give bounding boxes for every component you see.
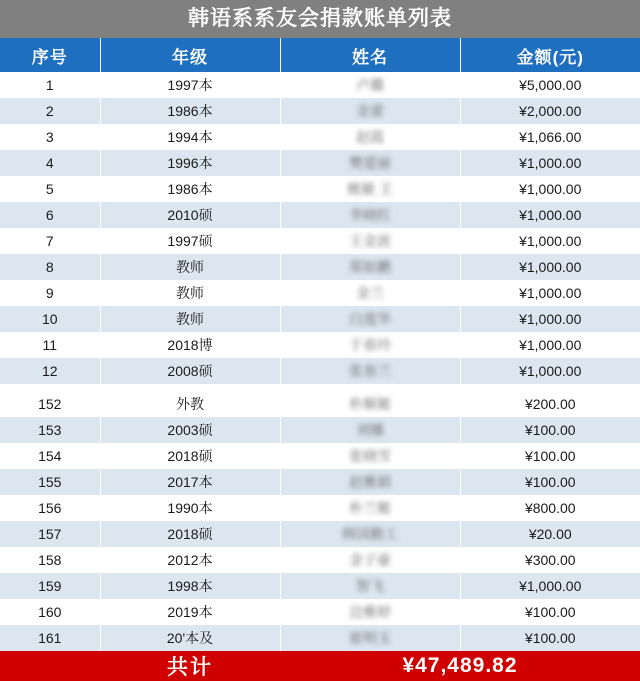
cell-index: 161 (0, 625, 100, 651)
cell-grade: 1994本 (100, 124, 280, 150)
cell-grade: 20'本及 (100, 625, 280, 651)
table-row (0, 417, 640, 443)
cell-amount: ¥5,000.00 (460, 72, 640, 98)
cell-amount: ¥1,000.00 (460, 254, 640, 280)
cell-grade: 2017本 (100, 469, 280, 495)
table-row (0, 332, 640, 358)
cell-name: 赵雅娟 (280, 469, 460, 495)
cell-index: 159 (0, 573, 100, 599)
column-header-name: 姓名 (280, 38, 460, 72)
cell-name: 金兰 (280, 280, 460, 306)
total-value: ¥47,489.82 (402, 654, 518, 677)
header-row (0, 38, 640, 72)
cell-amount: ¥20.00 (460, 521, 640, 547)
cell-amount: ¥1,000.00 (460, 573, 640, 599)
cell-name: 朴顺姬 (280, 391, 460, 417)
cell-index: 156 (0, 495, 100, 521)
cell-amount: ¥100.00 (460, 443, 640, 469)
cell-index: 3 (0, 124, 100, 150)
cell-index: 158 (0, 547, 100, 573)
total-label: 共计 (167, 656, 213, 679)
cell-name: 卢璐 (280, 72, 460, 98)
table-row (0, 521, 640, 547)
cell-index: 5 (0, 176, 100, 202)
cell-name: 金蕾 (280, 98, 460, 124)
cell-index: 11 (0, 332, 100, 358)
table-row (0, 254, 640, 280)
column-header-grade: 年级 (100, 38, 280, 72)
cell-index: 12 (0, 358, 100, 384)
row-gap-cell (0, 384, 640, 391)
cell-amount: ¥1,066.00 (460, 124, 640, 150)
table-row (0, 469, 640, 495)
table-row (0, 625, 640, 651)
cell-name: 张晓雪 (280, 443, 460, 469)
cell-name: 张春兰 (280, 358, 460, 384)
table-row (0, 495, 640, 521)
cell-grade: 1996本 (100, 150, 280, 176)
table-body (0, 72, 640, 651)
cell-index: 153 (0, 417, 100, 443)
table-row (0, 202, 640, 228)
cell-amount: ¥1,000.00 (460, 306, 640, 332)
cell-index: 157 (0, 521, 100, 547)
cell-name: 于春玲 (280, 332, 460, 358)
cell-name: 韩国勤工 (280, 521, 460, 547)
cell-grade: 外教 (100, 391, 280, 417)
table-row (0, 391, 640, 417)
row-gap-separator (0, 384, 640, 391)
cell-grade: 2010硕 (100, 202, 280, 228)
page-title: 韩语系系友会捐款账单列表 (0, 0, 640, 38)
cell-name: 樊爱丽 (280, 150, 460, 176)
cell-name: 郑如鹏 (280, 254, 460, 280)
table-row (0, 443, 640, 469)
cell-name: 智飞 (280, 573, 460, 599)
cell-grade: 教师 (100, 280, 280, 306)
cell-amount: ¥100.00 (460, 625, 640, 651)
cell-grade: 教师 (100, 254, 280, 280)
cell-grade: 2019本 (100, 599, 280, 625)
cell-name: 姚敏 王 (280, 176, 460, 202)
cell-name: 朴兰姬 (280, 495, 460, 521)
cell-grade: 1990本 (100, 495, 280, 521)
cell-index: 6 (0, 202, 100, 228)
cell-amount: ¥1,000.00 (460, 176, 640, 202)
table-row (0, 98, 640, 124)
cell-grade: 2018博 (100, 332, 280, 358)
cell-grade: 教师 (100, 306, 280, 332)
cell-grade: 1997本 (100, 72, 280, 98)
table-row (0, 358, 640, 384)
cell-index: 4 (0, 150, 100, 176)
cell-name: 李晓红 (280, 202, 460, 228)
cell-amount: ¥1,000.00 (460, 228, 640, 254)
cell-name: 王金波 (280, 228, 460, 254)
cell-index: 152 (0, 391, 100, 417)
cell-index: 10 (0, 306, 100, 332)
table-row (0, 150, 640, 176)
cell-grade: 2018硕 (100, 521, 280, 547)
cell-index: 2 (0, 98, 100, 124)
cell-grade: 2008硕 (100, 358, 280, 384)
cell-grade: 2012本 (100, 547, 280, 573)
cell-name: 金子豪 (280, 547, 460, 573)
table-row (0, 306, 640, 332)
cell-amount: ¥1,000.00 (460, 332, 640, 358)
cell-grade: 1998本 (100, 573, 280, 599)
table-row (0, 124, 640, 150)
cell-name: 赵霞 (280, 124, 460, 150)
table-row (0, 573, 640, 599)
cell-grade: 2003硕 (100, 417, 280, 443)
column-header-index: 序号 (0, 38, 100, 72)
cell-name: 崔明玉 (280, 625, 460, 651)
donation-table (0, 38, 640, 651)
cell-grade: 1997硕 (100, 228, 280, 254)
cell-amount: ¥100.00 (460, 599, 640, 625)
cell-index: 154 (0, 443, 100, 469)
table-row (0, 176, 640, 202)
cell-amount: ¥2,000.00 (460, 98, 640, 124)
cell-amount: ¥1,000.00 (460, 358, 640, 384)
cell-index: 8 (0, 254, 100, 280)
cell-grade: 1986本 (100, 98, 280, 124)
cell-amount: ¥100.00 (460, 417, 640, 443)
cell-index: 7 (0, 228, 100, 254)
table-header (0, 38, 640, 72)
table-row (0, 280, 640, 306)
cell-index: 160 (0, 599, 100, 625)
cell-index: 155 (0, 469, 100, 495)
cell-amount: ¥200.00 (460, 391, 640, 417)
table-row (0, 599, 640, 625)
cell-amount: ¥1,000.00 (460, 202, 640, 228)
table-row (0, 228, 640, 254)
cell-index: 9 (0, 280, 100, 306)
table-row (0, 72, 640, 98)
total-bar (0, 651, 640, 681)
cell-amount: ¥1,000.00 (460, 280, 640, 306)
cell-amount: ¥800.00 (460, 495, 640, 521)
cell-amount: ¥100.00 (460, 469, 640, 495)
cell-name: 刘娜 (280, 417, 460, 443)
column-header-amount: 金额(元) (460, 38, 640, 72)
cell-amount: ¥300.00 (460, 547, 640, 573)
cell-name: 边雅婷 (280, 599, 460, 625)
cell-grade: 2018硕 (100, 443, 280, 469)
cell-grade: 1986本 (100, 176, 280, 202)
table-row (0, 547, 640, 573)
cell-index: 1 (0, 72, 100, 98)
cell-amount: ¥1,000.00 (460, 150, 640, 176)
cell-name: 白莲华 (280, 306, 460, 332)
